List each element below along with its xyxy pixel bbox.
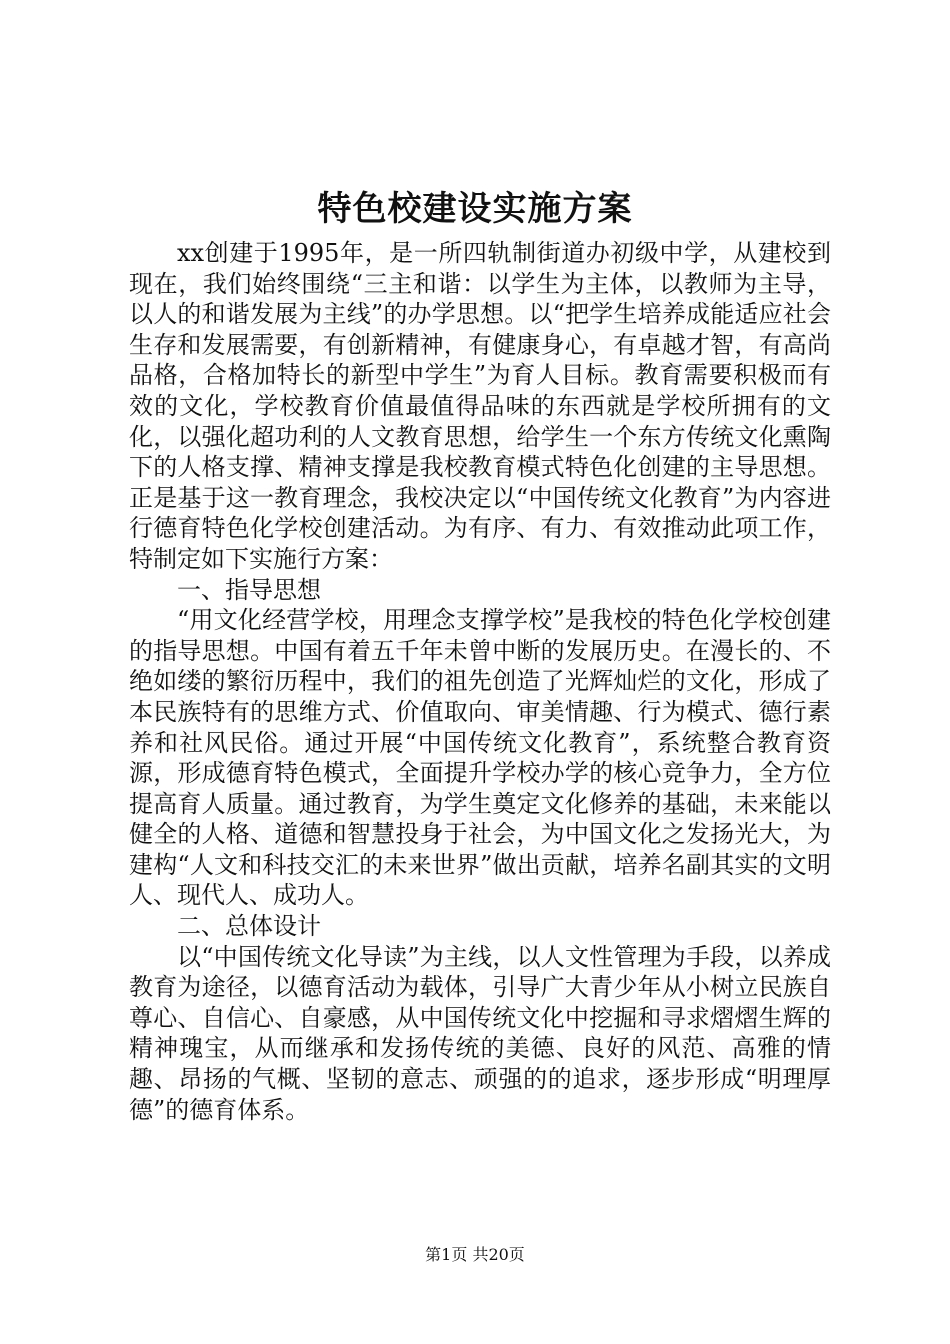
guiding-thought-paragraph: “用文化经营学校，用理念支撑学校”是我校的特色化学校创建的指导思想。中国有着五千年未曾中断的发展历史。在漫长的、不绝如缕的繁衍历程中，我们的祖先创造了光辉灿烂的文化，形成了本民族特有的思维方式、价值取向、审美情趣、行为模式、德行素养和社风民俗。通过开展“中国传统文化教育”，系统整合教育资源，形成德育特色模式，全面提升学校办学的核心竞争力，全方位提高育人质量。通过教育，为学生奠定文化修养的基础，未来能以健全的人格、道德和智慧投身于社会，为中国文化之发扬光大，为建构“人文和科技交汇的未来世界”做出贡献，培养名副其实的文明人、现代人、成功人。: [129, 606, 831, 910]
section-heading-guiding-thought: 一、指导思想: [177, 575, 321, 604]
page-number: 第1页 共20页: [425, 1245, 525, 1264]
overall-design-paragraph: 以“中国传统文化导读”为主线，以人文性管理为手段，以养成教育为途径，以德育活动为载体，引导广大青少年从小树立民族自尊心、自信心、自豪感，从中国传统文化中挖掘和寻求熠熠生辉的精神瑰宝，从而继承和发扬传统的美德、良好的风范、高雅的情趣、昂扬的气概、坚韧的意志、顽强的的追求，逐步形成“明理厚德”的德育体系。: [129, 942, 831, 1124]
intro-paragraph: xx创建于1995年，是一所四轨制街道办初级中学，从建校到现在，我们始终围绕“三主和谐：以学生为主体，以教师为主导，以人的和谐发展为主线”的办学思想。以“把学生培养成能适应社会生存和发展需要，有创新精神，有健康身心，有卓越才智，有高尚品格，合格加特长的新型中学生”为育人目标。教育需要积极而有效的文化，学校教育价值最值得品味的东西就是学校所拥有的文化，以强化超功利的人文教育思想，给学生一个东方传统文化熏陶下的人格支撑、精神支撑是我校教育模式特色化创建的主导思想。正是基于这一教育理念，我校决定以“中国传统文化教育”为内容进行德育特色化学校创建活动。为有序、有力、有效推动此项工作，特制定如下实施行方案：: [129, 239, 831, 573]
document-title: 特色校建设实施方案: [317, 189, 633, 229]
section-heading-overall-design: 二、总体设计: [177, 912, 321, 941]
document-body: [129, 238, 831, 1125]
